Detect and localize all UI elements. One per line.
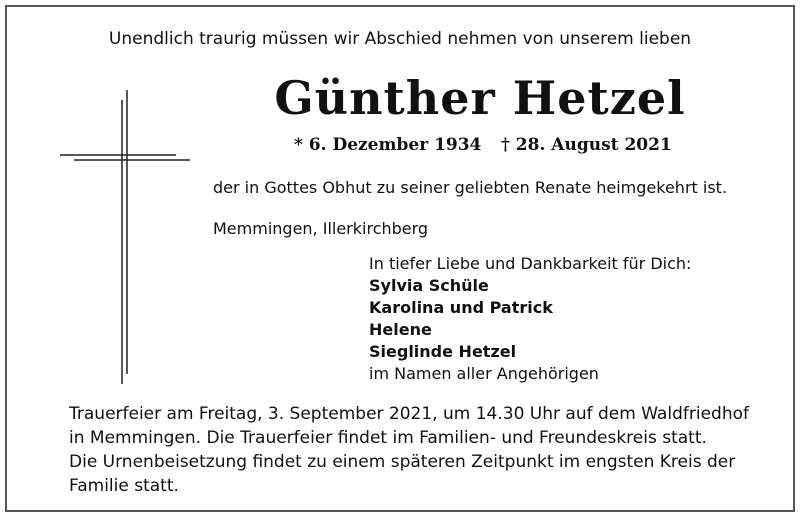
- location-text: Memmingen, Illerkirchberg: [213, 219, 429, 238]
- mourner-name: Sieglinde Hetzel: [369, 342, 517, 361]
- mourner-name: Karolina und Patrick: [369, 298, 553, 317]
- deceased-name: Günther Hetzel: [274, 71, 686, 125]
- funeral-line: Die Urnenbeisetzung findet zu einem späteren Zeitpunkt im engsten Kreis der: [69, 452, 736, 472]
- funeral-line: in Memmingen. Die Trauerfeier findet im Familien- und Freundeskreis statt.: [69, 428, 707, 448]
- funeral-info: [69, 402, 769, 498]
- death-date: † 28. August 2021: [501, 135, 672, 155]
- birth-date: * 6. Dezember 1934: [294, 135, 482, 155]
- intro-text: Unendlich traurig müssen wir Abschied nehmen von unserem lieben: [108, 29, 692, 49]
- funeral-line: Trauerfeier am Freitag, 3. September 2021, um 14.30 Uhr auf dem Waldfriedhof: [69, 404, 749, 424]
- message-text: der in Gottes Obhut zu seiner geliebten Renate heimgekehrt ist.: [213, 178, 728, 197]
- funeral-line: Familie statt.: [69, 476, 179, 496]
- mourner-name: Helene: [369, 320, 432, 339]
- mourners-closing: im Namen aller Angehörigen: [369, 364, 599, 383]
- mourners-intro: In tiefer Liebe und Dankbarkeit für Dich:: [369, 254, 692, 273]
- mourner-name: Sylvia Schüle: [369, 276, 489, 295]
